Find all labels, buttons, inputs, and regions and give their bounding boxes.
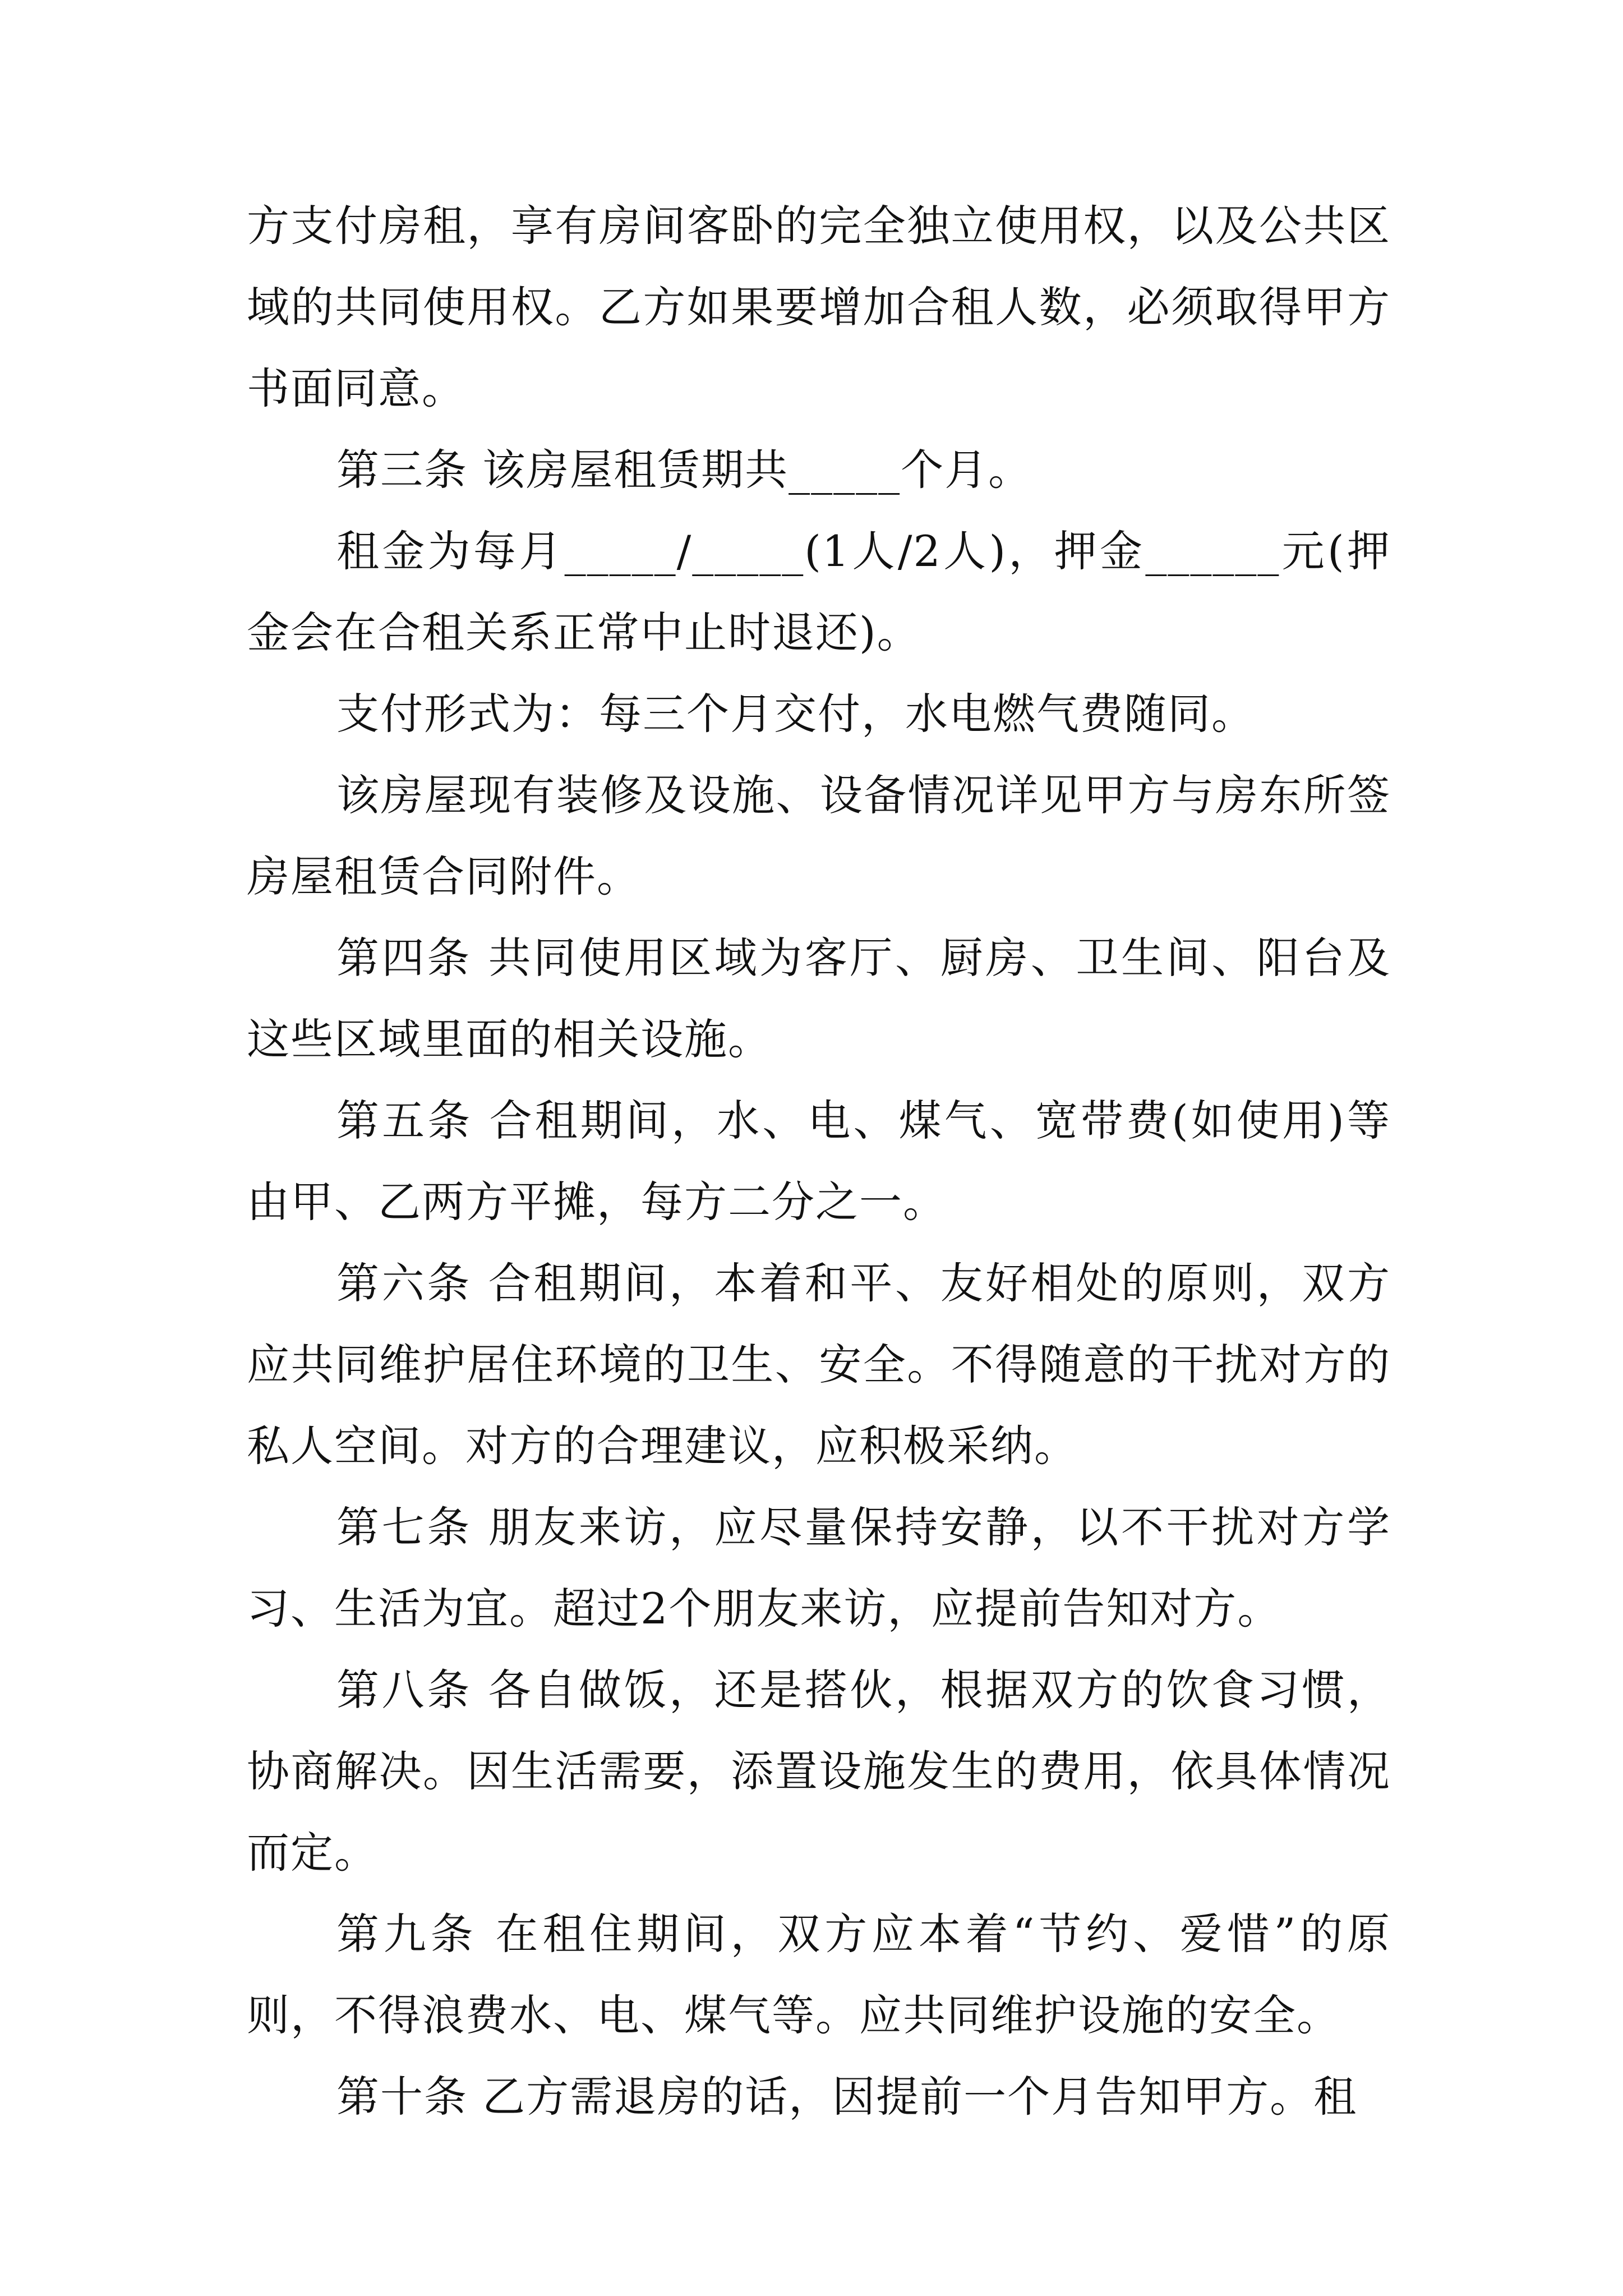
paragraph-article-7: 第七条 朋友来访，应尽量保持安静，以不干扰对方学习、生活为宜。超过2个朋友来访，应提前告知对方。 <box>247 1502 1391 1634</box>
paragraph-payment: 支付形式为：每三个月交付，水电燃气费随同。 <box>336 689 1255 739</box>
paragraph-article-9: 第九条 在租住期间，双方应本着“节约、爱惜”的原则，不得浪费水、电、煤气等。应共同维护设施的安全。 <box>247 1909 1391 2040</box>
paragraph-article-8: 第八条 各自做饭，还是搭伙，根据双方的饮食习惯，协商解决。因生活需要，添置设施发生的费用，依具体情况而定。 <box>247 1665 1391 1878</box>
paragraph-article-5: 第五条 合租期间，水、电、煤气、宽带费(如使用)等由甲、乙两方平摊，每方二分之一。 <box>247 1096 1391 1227</box>
document-body <box>247 185 1391 2137</box>
paragraph-rent: 租金为每月_____/_____(1人/2人)，押金______元(押金会在合租关系正常中止时退还)。 <box>247 526 1391 657</box>
paragraph-article-4: 第四条 共同使用区域为客厅、厨房、卫生间、阳台及这些区域里面的相关设施。 <box>247 933 1391 1064</box>
paragraph-continuation: 方支付房租，享有房间客卧的完全独立使用权，以及公共区域的共同使用权。乙方如果要增加合租人数，必须取得甲方书面同意。 <box>247 201 1391 413</box>
paragraph-article-10: 第十条 乙方需退房的话，因提前一个月告知甲方。租 <box>336 2072 1358 2122</box>
paragraph-article-3: 第三条 该房屋租赁期共_____个月。 <box>336 445 1032 495</box>
paragraph-facilities: 该房屋现有装修及设施、设备情况详见甲方与房东所签房屋租赁合同附件。 <box>247 770 1391 901</box>
paragraph-article-6: 第六条 合租期间，本着和平、友好相处的原则，双方应共同维护居住环境的卫生、安全。不得随意的干扰对方的私人空间。对方的合理建议，应积极采纳。 <box>247 1258 1391 1471</box>
